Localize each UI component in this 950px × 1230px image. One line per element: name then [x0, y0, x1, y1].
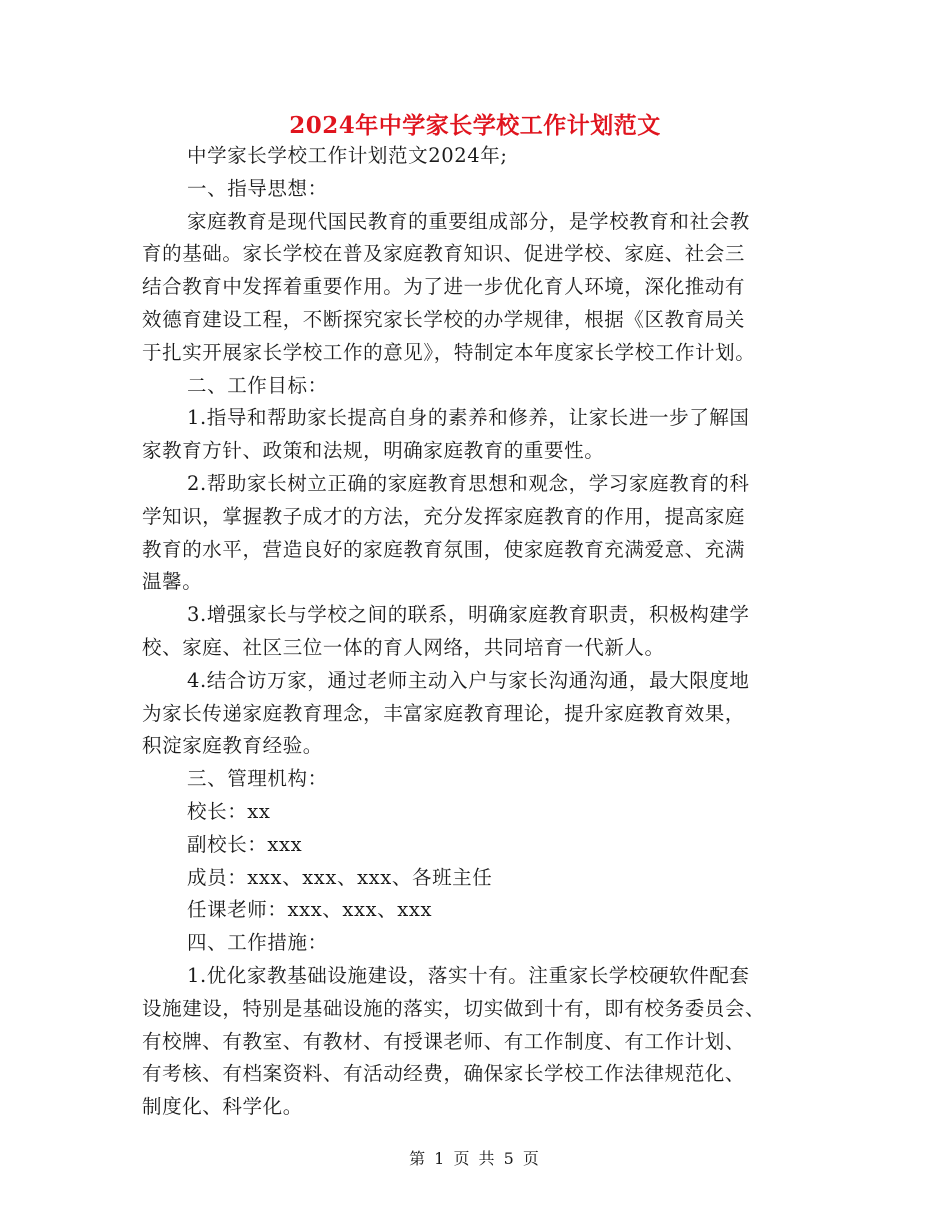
paragraph-line: 3.增强家长与学校之间的联系，明确家庭教育职责，积极构建学 — [187, 603, 750, 627]
paragraph-line: 副校长：xxx — [187, 832, 303, 856]
paragraph-line: 学知识，掌握教子成才的方法，充分发挥家庭教育的作用，提高家庭 — [142, 504, 746, 528]
paragraph-line: 温馨。 — [142, 570, 203, 594]
paragraph-line: 四、工作措施： — [187, 931, 328, 955]
paragraph-line: 教育的水平，营造良好的家庭教育氛围，使家庭教育充满爱意、充满 — [142, 537, 746, 561]
paragraph-line: 结合教育中发挥着重要作用。为了进一步优化育人环境，深化推动有 — [142, 275, 746, 299]
paragraph-line: 制度化、科学化。 — [142, 1095, 303, 1119]
paragraph-line: 4.结合访万家，通过老师主动入户与家长沟通沟通，最大限度地 — [187, 668, 750, 692]
paragraph-line: 校、家庭、社区三位一体的育人网络，共同培育一代新人。 — [142, 635, 665, 659]
paragraph-line: 育的基础。家长学校在普及家庭教育知识、促进学校、家庭、社会三 — [142, 242, 746, 266]
paragraph-line: 有校牌、有教室、有教材、有授课老师、有工作制度、有工作计划、 — [142, 1029, 746, 1053]
paragraph-line: 于扎实开展家长学校工作的意见》，特制定本年度家长学校工作计划。 — [142, 340, 756, 364]
paragraph-line: 二、工作目标： — [187, 373, 328, 397]
document-body — [142, 140, 814, 1124]
paragraph-line: 家庭教育是现代国民教育的重要组成部分，是学校教育和社会教 — [187, 209, 750, 233]
paragraph-line: 中学家长学校工作计划范文2024年; — [187, 144, 508, 167]
paragraph-line: 设施建设，特别是基础设施的落实，切实做到十有，即有校务委员会、 — [142, 996, 766, 1020]
page-footer: 第 1 页 共 5 页 — [409, 1149, 541, 1168]
paragraph-line: 三、管理机构： — [187, 767, 328, 791]
document-title: 2024年中学家长学校工作计划范文 — [289, 112, 661, 139]
paragraph-line: 1.优化家教基础设施建设，落实十有。注重家长学校硬软件配套 — [187, 963, 750, 987]
paragraph-line: 2.帮助家长树立正确的家庭教育思想和观念，学习家庭教育的科 — [187, 471, 750, 495]
paragraph-line: 校长：xx — [187, 799, 271, 823]
paragraph-line: 为家长传递家庭教育理念，丰富家庭教育理论，提升家庭教育效果， — [142, 701, 746, 725]
paragraph-line: 成员：xxx、xxx、xxx、各班主任 — [187, 865, 493, 889]
paragraph-line: 1.指导和帮助家长提高自身的素养和修养，让家长进一步了解国 — [187, 406, 750, 430]
paragraph-line: 效德育建设工程，不断探究家长学校的办学规律，根据《区教育局关 — [142, 307, 746, 331]
paragraph-line: 有考核、有档案资料、有活动经费，确保家长学校工作法律规范化、 — [142, 1062, 746, 1086]
paragraph-line: 家教育方针、政策和法规，明确家庭教育的重要性。 — [142, 439, 605, 463]
paragraph-line: 一、指导思想： — [187, 176, 328, 200]
paragraph-line: 积淀家庭教育经验。 — [142, 734, 323, 758]
paragraph-line: 任课老师：xxx、xxx、xxx — [187, 898, 433, 922]
